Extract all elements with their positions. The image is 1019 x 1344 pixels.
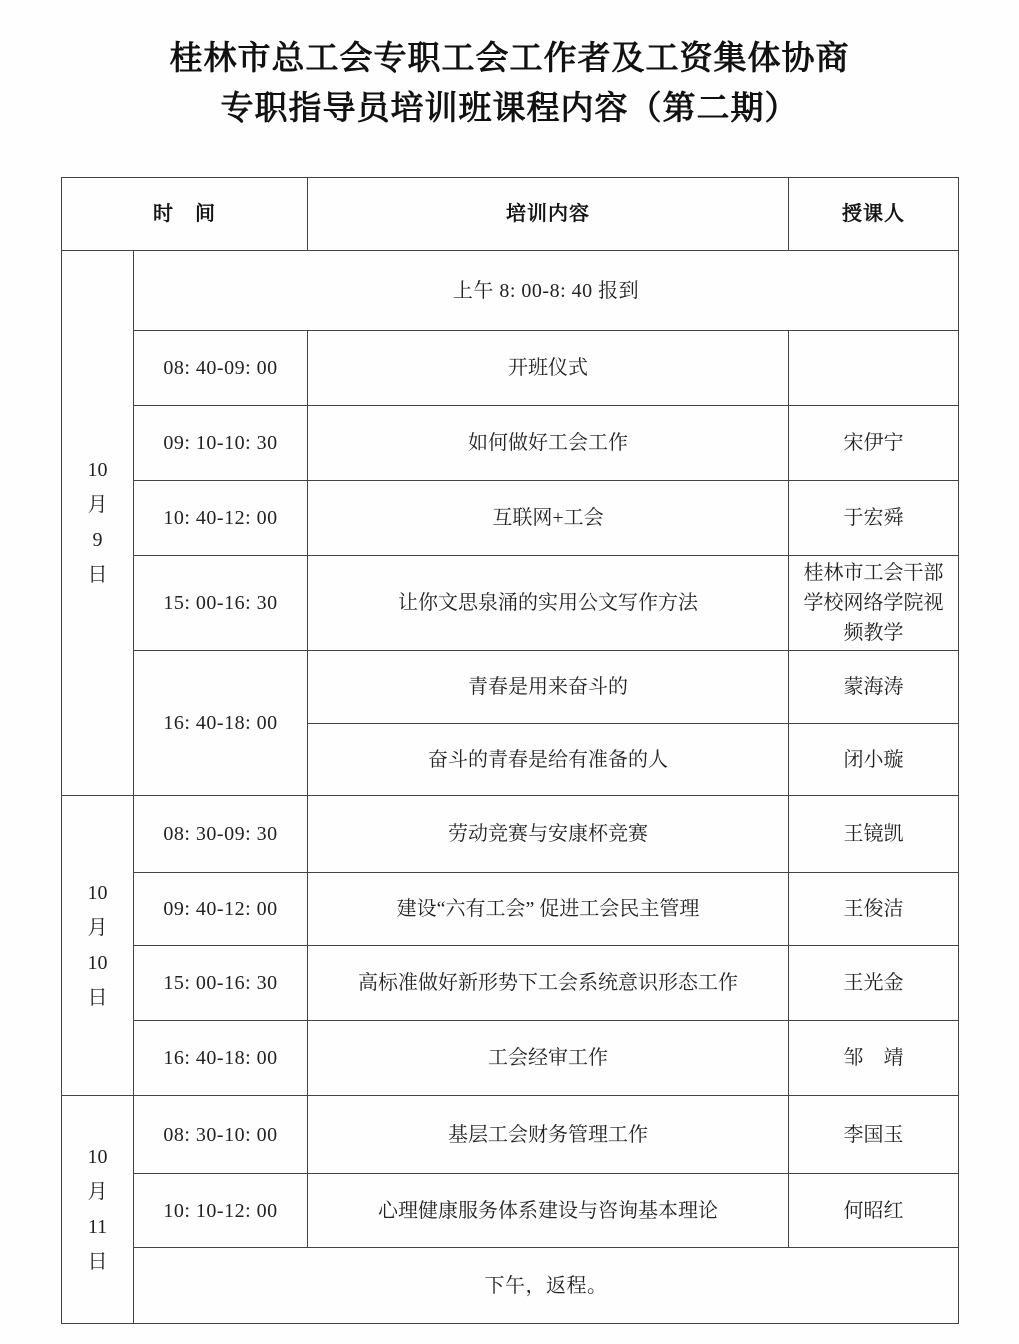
table-row: [62, 251, 959, 331]
day-label-part: 日: [87, 986, 108, 1009]
table-row: [62, 481, 959, 556]
table-row: [62, 1096, 959, 1174]
session-note-cell: 下午，返程。: [134, 1248, 959, 1324]
time-cell: 09: 40-12: 00: [134, 873, 308, 946]
table-row: [62, 651, 959, 724]
day-label-part: 10: [87, 881, 108, 904]
day-label-part: 月: [87, 494, 108, 516]
time-cell: 10: 40-12: 00: [134, 481, 308, 556]
instructor-cell: 邹 靖: [789, 1021, 959, 1096]
table-row: [62, 406, 959, 481]
document-title: [0, 0, 1019, 134]
table-row: [62, 946, 959, 1021]
day-label-part: 10: [87, 459, 108, 481]
content-cell: 劳动竞赛与安康杯竞赛: [308, 796, 789, 873]
time-cell: 08: 30-10: 00: [134, 1096, 308, 1174]
table-header-row: [62, 178, 959, 251]
instructor-cell: 闭小璇: [789, 724, 959, 796]
instructor-cell: [789, 331, 959, 406]
day-cell-oct-10: [62, 796, 134, 1096]
instructor-cell: 桂林市工会干部学校网络学院视频教学: [789, 556, 959, 651]
content-cell: 让你文思泉涌的实用公文写作方法: [308, 556, 789, 651]
table-row: [62, 331, 959, 406]
time-cell: 15: 00-16: 30: [134, 946, 308, 1021]
instructor-cell: 李国玉: [789, 1096, 959, 1174]
content-cell: 工会经审工作: [308, 1021, 789, 1096]
time-cell: 08: 40-09: 00: [134, 331, 308, 406]
time-cell: 08: 30-09: 30: [134, 796, 308, 873]
content-cell: 互联网+工会: [308, 481, 789, 556]
instructor-cell: 王镜凯: [789, 796, 959, 873]
day-label-part: 月: [87, 916, 108, 939]
day-label-part: 日: [87, 1250, 108, 1273]
day-label-part: 10: [87, 951, 108, 974]
day-label-part: 10: [87, 1145, 108, 1168]
content-cell: 心理健康服务体系建设与咨询基本理论: [308, 1174, 789, 1248]
time-cell: 15: 00-16: 30: [134, 556, 308, 651]
day-cell-oct-11: [62, 1096, 134, 1324]
instructor-cell: 蒙海涛: [789, 651, 959, 724]
table-row: [62, 556, 959, 651]
content-cell: 开班仪式: [308, 331, 789, 406]
training-schedule-table: [61, 177, 959, 1324]
column-header-content: 培训内容: [308, 178, 789, 251]
table-row: [62, 1174, 959, 1248]
day-cell-oct-9: [62, 251, 134, 796]
content-cell: 高标准做好新形势下工会系统意识形态工作: [308, 946, 789, 1021]
instructor-cell: 何昭红: [789, 1174, 959, 1248]
day-label-part: 日: [87, 564, 108, 586]
table-row: [62, 796, 959, 873]
time-cell: 10: 10-12: 00: [134, 1174, 308, 1248]
day-label-part: 9: [92, 529, 103, 551]
column-header-time: 时 间: [62, 178, 308, 251]
instructor-cell: 宋伊宁: [789, 406, 959, 481]
content-cell: 青春是用来奋斗的: [308, 651, 789, 724]
time-cell: 16: 40-18: 00: [134, 1021, 308, 1096]
day-label-part: 月: [87, 1180, 108, 1203]
day-label-part: 11: [87, 1215, 108, 1238]
table-row: [62, 1021, 959, 1096]
instructor-cell: 王俊洁: [789, 873, 959, 946]
content-cell: 如何做好工会工作: [308, 406, 789, 481]
document-title-line2: 专职指导员培训班课程内容（第二期）: [220, 91, 799, 127]
content-cell: 基层工会财务管理工作: [308, 1096, 789, 1174]
content-cell: 奋斗的青春是给有准备的人: [308, 724, 789, 796]
table-row: [62, 1248, 959, 1324]
time-cell: 09: 10-10: 30: [134, 406, 308, 481]
table-row: [62, 873, 959, 946]
instructor-cell: 于宏舜: [789, 481, 959, 556]
instructor-cell: 王光金: [789, 946, 959, 1021]
column-header-instructor: 授课人: [789, 178, 959, 251]
content-cell: 建设“六有工会” 促进工会民主管理: [308, 873, 789, 946]
time-cell: 16: 40-18: 00: [134, 651, 308, 796]
session-note-cell: 上午 8: 00-8: 40 报到: [134, 251, 959, 331]
document-title-line1: 桂林市总工会专职工会工作者及工资集体协商: [169, 41, 850, 77]
